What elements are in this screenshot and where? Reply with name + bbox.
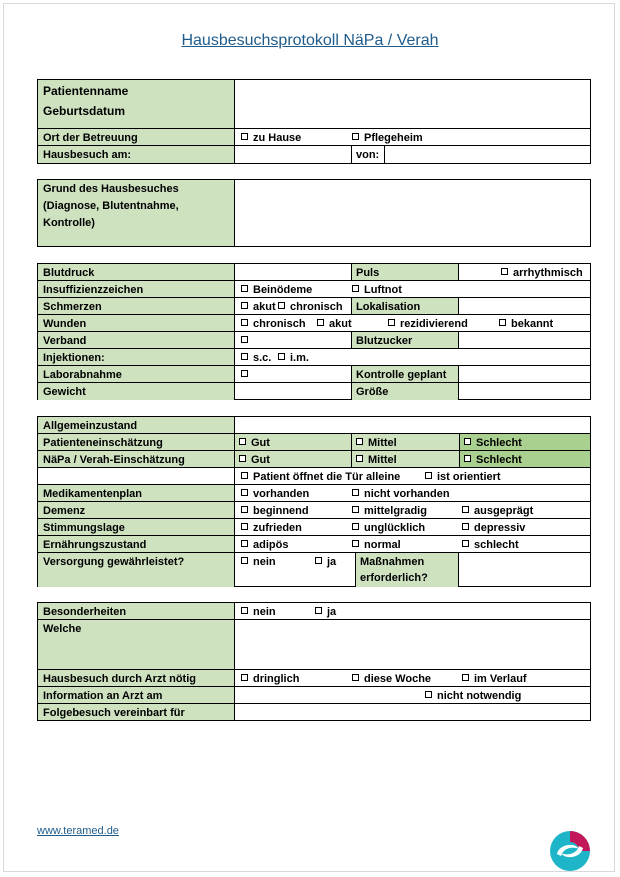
mittelgradig-option[interactable]: mittelgradig — [352, 503, 427, 519]
checkbox[interactable] — [352, 523, 359, 530]
company-logo-icon — [549, 830, 591, 872]
ernaehrung-row — [38, 536, 590, 553]
footer-link[interactable]: www.teramed.de — [37, 825, 119, 837]
pat-einsch-row — [38, 434, 590, 451]
ort-label: Ort der Betreuung — [38, 129, 235, 145]
normal-option[interactable]: normal — [352, 537, 401, 553]
ungluecklich-option[interactable]: unglücklich — [352, 520, 425, 536]
checkbox[interactable] — [464, 455, 471, 462]
checkbox[interactable] — [239, 438, 246, 445]
vital-block — [37, 263, 591, 400]
checkbox[interactable] — [241, 506, 248, 513]
beinoedeme-option[interactable]: Beinödeme — [241, 282, 312, 298]
checkbox[interactable] — [241, 489, 248, 496]
besonder-nein-option[interactable]: nein — [241, 604, 276, 620]
ort-pflegeheim-option[interactable]: Pflegeheim — [352, 130, 423, 146]
checkbox[interactable] — [352, 540, 359, 547]
checkbox[interactable] — [241, 353, 248, 360]
geburtsdatum-label: Geburtsdatum — [43, 104, 126, 118]
schmerzen-row — [38, 298, 590, 315]
tuer-row — [38, 468, 590, 485]
patient-block — [37, 79, 591, 164]
grund-block — [37, 179, 591, 247]
ort-zuhause-option[interactable]: zu Hause — [241, 130, 301, 146]
chronisch-option[interactable]: chronisch — [278, 299, 343, 315]
wunden-akut-option[interactable]: akut — [317, 316, 352, 332]
patient-row — [38, 80, 590, 129]
checkbox[interactable] — [241, 370, 248, 377]
checkbox[interactable] — [241, 607, 248, 614]
checkbox[interactable] — [425, 472, 432, 479]
von-label: von: — [351, 146, 385, 163]
demenz-row — [38, 502, 590, 519]
arzt-noetig-label: Hausbesuch durch Arzt nötig — [38, 670, 235, 686]
insuff-label: Insuffizienzzeichen — [38, 281, 235, 297]
checkbox[interactable] — [501, 268, 508, 275]
sc-option[interactable]: s.c. — [241, 350, 271, 366]
checkbox[interactable] — [464, 438, 471, 445]
checkbox[interactable] — [315, 607, 322, 614]
folge-label: Folgebesuch vereinbart für — [38, 704, 235, 720]
lokalisation-label: Lokalisation — [351, 298, 459, 314]
besonder-ja-option[interactable]: ja — [315, 604, 336, 620]
zufrieden-option[interactable]: zufrieden — [241, 520, 302, 536]
insuff-row — [38, 281, 590, 298]
folge-row — [38, 704, 590, 720]
checkbox[interactable] — [462, 506, 469, 513]
info-arzt-label: Information an Arzt am — [38, 687, 235, 703]
depressiv-option[interactable]: depressiv — [462, 520, 525, 536]
schlecht-option[interactable]: schlecht — [462, 537, 519, 553]
dringlich-option[interactable]: dringlich — [241, 671, 299, 687]
adipoes-option[interactable]: adipös — [241, 537, 288, 553]
demenz-label: Demenz — [38, 502, 235, 518]
checkbox[interactable] — [315, 557, 322, 564]
checkbox[interactable] — [241, 674, 248, 681]
checkbox[interactable] — [241, 302, 248, 309]
verband-row — [38, 332, 590, 349]
pat-mittel-option[interactable]: Mittel — [351, 434, 459, 450]
medikamente-label: Medikamentenplan — [38, 485, 235, 501]
ort-row — [38, 129, 590, 146]
grund-label: Grund des Hausbesuches (Diagnose, Blutentnahme, Kontrolle) — [38, 180, 235, 246]
wunden-row — [38, 315, 590, 332]
checkbox[interactable] — [462, 523, 469, 530]
checkbox[interactable] — [499, 319, 506, 326]
puls-label: Puls — [351, 264, 459, 280]
checkbox[interactable] — [239, 455, 246, 462]
pat-gut-option[interactable]: Gut — [235, 434, 351, 450]
info-arzt-row — [38, 687, 590, 704]
checkbox[interactable] — [241, 540, 248, 547]
checkbox[interactable] — [462, 540, 469, 547]
patientenname-label: Patientenname — [43, 84, 129, 98]
labor-row — [38, 366, 590, 383]
hausbesuch-label: Hausbesuch am: — [38, 146, 235, 163]
tuer-empty-label — [38, 468, 235, 484]
versorgung-label: Versorgung gewährleistet? — [38, 553, 235, 587]
checkbox[interactable] — [241, 133, 248, 140]
massnahmen-label: Maßnahmen erforderlich? — [355, 553, 459, 587]
versorgung-nein-option[interactable]: nein — [241, 554, 276, 570]
checkbox[interactable] — [278, 353, 285, 360]
blutdruck-row — [38, 264, 590, 281]
im-option[interactable]: i.m. — [278, 350, 309, 366]
checkbox[interactable] — [352, 133, 359, 140]
allgemein-label: Allgemeinzustand — [38, 417, 235, 433]
akut-option[interactable]: akut — [241, 299, 276, 315]
injektionen-row — [38, 349, 590, 366]
nicht-notwendig-option[interactable]: nicht notwendig — [425, 688, 521, 704]
checkbox[interactable] — [241, 336, 248, 343]
checkbox[interactable] — [241, 319, 248, 326]
checkbox[interactable] — [241, 557, 248, 564]
checkbox[interactable] — [241, 523, 248, 530]
blutdruck-label: Blutdruck — [38, 264, 235, 280]
groesse-label: Größe — [351, 383, 459, 400]
checkbox[interactable] — [352, 506, 359, 513]
napa-einsch-row — [38, 451, 590, 468]
arzt-noetig-row — [38, 670, 590, 687]
pat-einsch-label: Patienteneinschätzung — [38, 434, 235, 450]
wunden-label: Wunden — [38, 315, 235, 331]
checkbox[interactable] — [352, 674, 359, 681]
welche-label: Welche — [38, 620, 235, 669]
ausgepraegt-option[interactable]: ausgeprägt — [462, 503, 533, 519]
diese-woche-option[interactable]: diese Woche — [352, 671, 431, 687]
checkbox[interactable] — [388, 319, 395, 326]
napa-gut-option[interactable]: Gut — [235, 451, 351, 467]
nicht-vorhanden-option[interactable]: nicht vorhanden — [352, 486, 450, 502]
checkbox[interactable] — [462, 674, 469, 681]
luftnot-option[interactable]: Luftnot — [352, 282, 402, 298]
checkbox[interactable] — [352, 489, 359, 496]
hausbesuch-row — [38, 146, 590, 163]
checkbox[interactable] — [352, 285, 359, 292]
page-title: Hausbesuchsprotokoll NäPa / Verah — [181, 32, 439, 49]
welche-row — [38, 620, 590, 670]
wunden-bekannt-option[interactable]: bekannt — [499, 316, 553, 332]
napa-einsch-label: NäPa / Verah-Einschätzung — [38, 451, 235, 467]
verband-label: Verband — [38, 332, 235, 348]
labor-label: Laborabnahme — [38, 366, 235, 382]
verband-checkbox[interactable] — [241, 333, 253, 349]
labor-checkbox[interactable] — [241, 367, 253, 383]
checkbox[interactable] — [425, 691, 432, 698]
grund-row — [38, 180, 590, 246]
besonder-label: Besonderheiten — [38, 603, 235, 619]
medikamente-row — [38, 485, 590, 502]
checkbox[interactable] — [356, 455, 363, 462]
versorgung-ja-option[interactable]: ja — [315, 554, 336, 570]
gewicht-label: Gewicht — [38, 383, 235, 400]
arrhythmisch-option[interactable]: arrhythmisch — [501, 265, 583, 281]
patient-label — [38, 80, 235, 128]
checkbox[interactable] — [317, 319, 324, 326]
im-verlauf-option[interactable]: im Verlauf — [462, 671, 527, 687]
blutzucker-label: Blutzucker — [351, 332, 459, 348]
vorhanden-option[interactable]: vorhanden — [241, 486, 309, 502]
stimmung-label: Stimmungslage — [38, 519, 235, 535]
gewicht-row — [38, 383, 590, 400]
wunden-chronisch-option[interactable]: chronisch — [241, 316, 306, 332]
tuer-option[interactable]: Patient öffnet die Tür alleine — [241, 469, 400, 485]
kontrolle-label: Kontrolle geplant — [351, 366, 459, 382]
injektionen-label: Injektionen: — [38, 349, 235, 365]
schmerzen-label: Schmerzen — [38, 298, 235, 314]
wunden-rezidiv-option[interactable]: rezidivierend — [388, 316, 468, 332]
checkbox[interactable] — [356, 438, 363, 445]
zustand-block — [37, 416, 591, 587]
napa-mittel-option[interactable]: Mittel — [351, 451, 459, 467]
besonder-block — [37, 602, 591, 721]
stimmung-row — [38, 519, 590, 536]
napa-schlecht-option[interactable]: Schlecht — [459, 451, 590, 467]
pat-schlecht-option[interactable]: Schlecht — [459, 434, 590, 450]
checkbox[interactable] — [278, 302, 285, 309]
allgemein-row — [38, 417, 590, 434]
checkbox[interactable] — [241, 472, 248, 479]
versorgung-row — [38, 553, 590, 587]
checkbox[interactable] — [241, 285, 248, 292]
beginnend-option[interactable]: beginnend — [241, 503, 309, 519]
besonder-row — [38, 603, 590, 620]
orientiert-option[interactable]: ist orientiert — [425, 469, 501, 485]
ernaehrung-label: Ernährungszustand — [38, 536, 235, 552]
